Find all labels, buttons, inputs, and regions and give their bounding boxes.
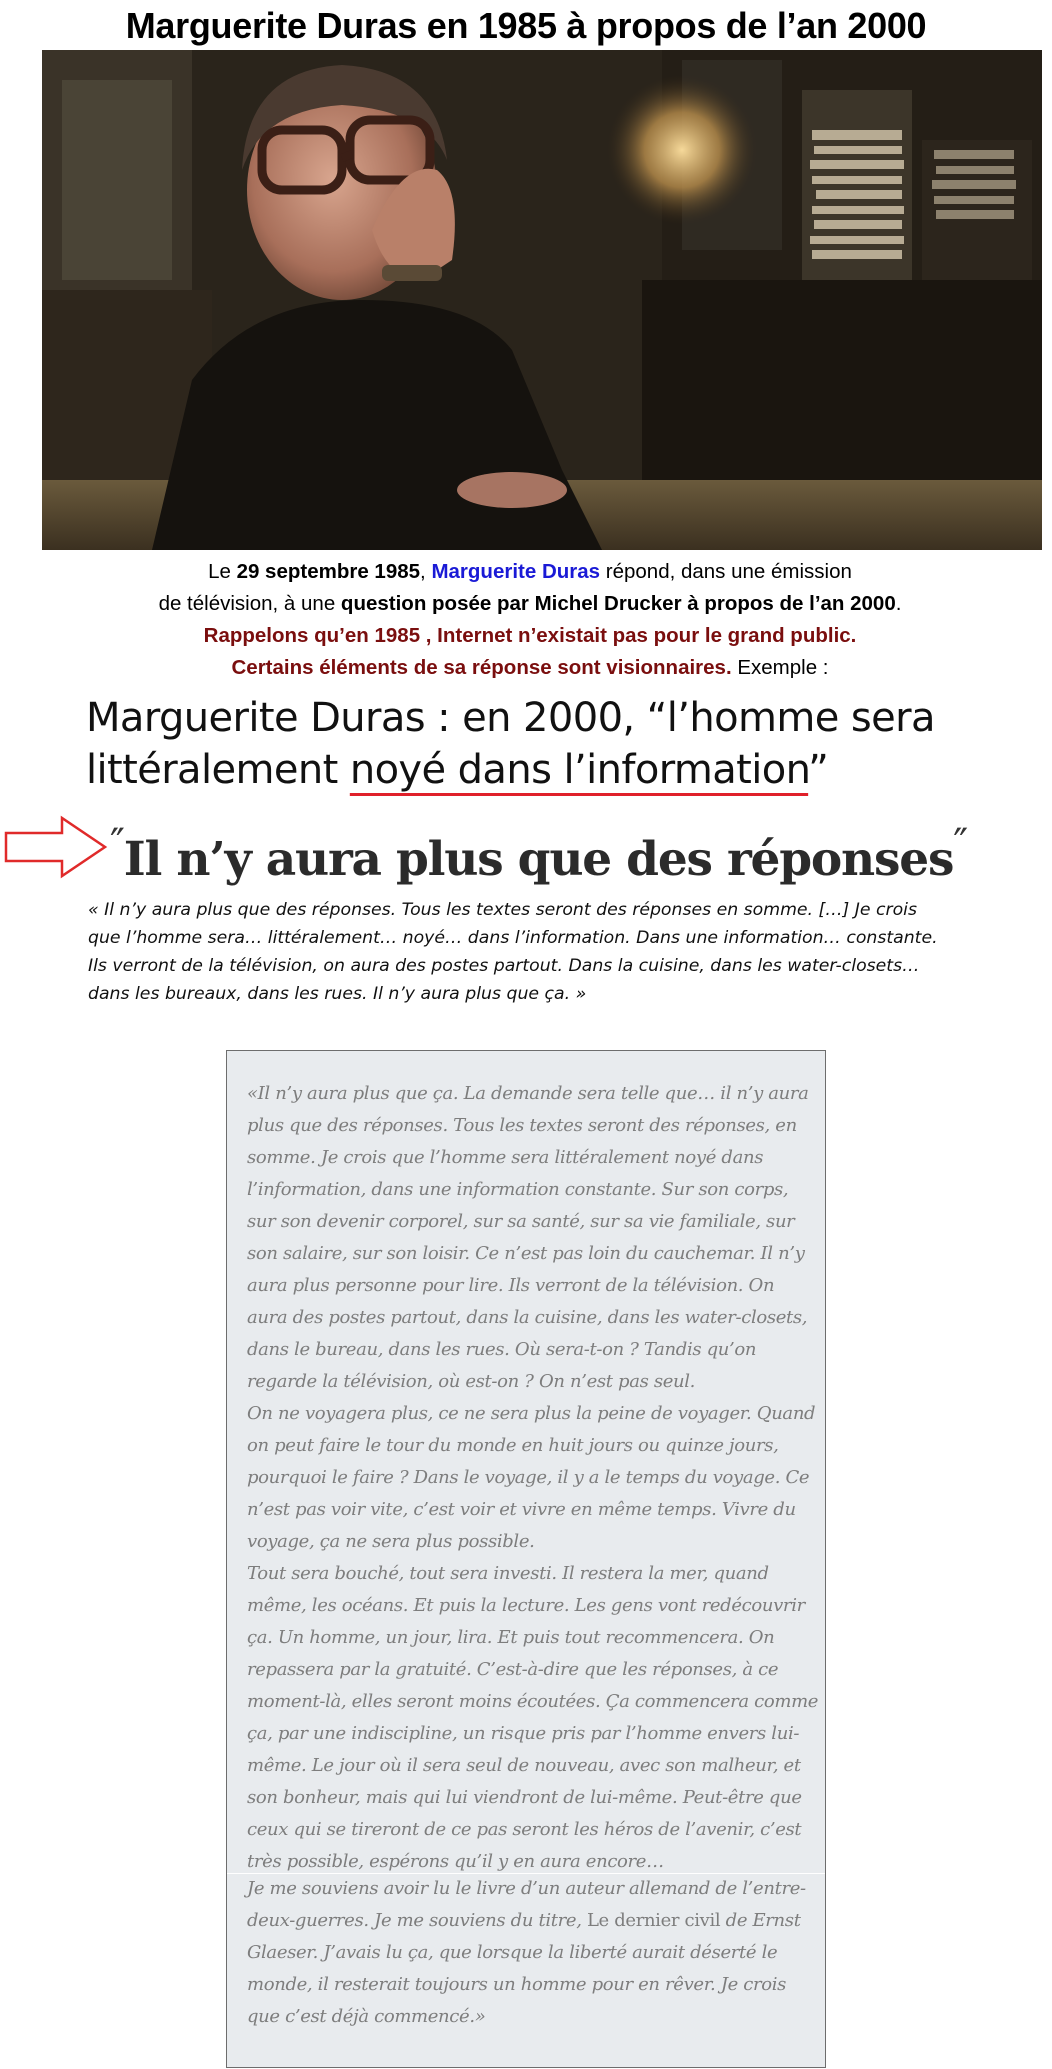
quote-line: sur son devenir corporel, sur sa santé, sur sa vie familiale, sur — [247, 1211, 795, 1232]
quote-line: plus que des réponses. Tous les textes seront des réponses, en — [247, 1115, 797, 1136]
quote-line: aura plus personne pour lire. Ils verront de la télévision. On — [247, 1275, 775, 1296]
quote-line: même. Le jour où il sera seul de nouveau, avec son malheur, et — [247, 1755, 801, 1776]
quote-line: l’information, dans une information constante. Sur son corps, — [247, 1179, 789, 1200]
short-quote-line: Ils verront de la télévision, on aura des postes partout. Dans la cuisine, dans les water-closets… — [88, 956, 920, 976]
intro-date: 29 septembre 1985 — [236, 560, 421, 583]
quote-line: Glaeser. J’avais lu ça, que lorsque la liberté aurait déserté le — [247, 1942, 778, 1963]
intro-question: question posée par Michel Drucker à propos de l’an 2000 — [340, 592, 896, 615]
page-title: Marguerite Duras en 1985 à propos de l’an 2000 — [125, 5, 927, 46]
intro-text: Exemple : — [731, 656, 829, 679]
headline-line-1: Marguerite Duras : en 2000, “l’homme sera — [86, 695, 935, 741]
intro-paragraph — [80, 556, 980, 684]
arrow-right-icon — [4, 815, 108, 879]
quote-line: aura des postes partout, dans la cuisine, dans les water-closets, — [247, 1307, 808, 1328]
quote-open-mark: ″ — [110, 821, 124, 867]
headline-text: ” — [808, 747, 829, 793]
intro-line-2 — [80, 588, 980, 620]
headline-line-2 — [86, 744, 1046, 796]
quote-line: pourquoi le faire ? Dans le voyage, il y a le temps du voyage. Ce — [247, 1467, 810, 1488]
quote-text: de Ernst — [720, 1910, 801, 1931]
quote-line: son salaire, sur son loisir. Ce n’est pas loin du cauchemar. Il n’y — [247, 1243, 805, 1264]
quote-line: son bonheur, mais qui lui viendront de lui-même. Peut-être que — [247, 1787, 802, 1808]
quote-line: regarde la télévision, où est-on ? On n’est pas seul. — [247, 1371, 696, 1392]
quote-line — [247, 1905, 807, 1937]
short-quote-line: dans les bureaux, dans les rues. Il n’y aura plus que ça. » — [88, 984, 587, 1004]
intro-text: . — [895, 592, 902, 615]
quote-line: on peut faire le tour du monde en huit jours ou quinze jours, — [247, 1435, 779, 1456]
quote-line: ça. Un homme, un jour, lira. Et puis tout recommencera. On — [247, 1627, 775, 1648]
short-quote-line: « Il n’y aura plus que des réponses. Tous les textes seront des réponses en somme. […] Je crois — [88, 900, 917, 920]
full-quote-box — [226, 1050, 826, 2068]
headline-text: littéralement — [86, 747, 350, 793]
headline-underlined: noyé dans l’information — [349, 747, 809, 793]
intro-text: Le — [208, 560, 237, 583]
quote-line: somme. Je crois que l’homme sera littéralement noyé dans — [247, 1147, 764, 1168]
short-quote-line: que l’homme sera… littéralement… noyé… dans l’information. Dans une information… constante. — [88, 928, 938, 948]
book-title: Le dernier civil — [586, 1910, 721, 1931]
video-still-image — [42, 50, 1042, 550]
quote-line: très possible, espérons qu’il y en aura encore… — [247, 1851, 664, 1872]
full-quote-text — [247, 1078, 819, 1878]
intro-visionary: Certains éléments de sa réponse sont visionnaires. — [231, 656, 732, 679]
quote-text: deux-guerres. Je me souviens du titre, — [247, 1910, 587, 1931]
intro-line-4 — [80, 652, 980, 684]
quote-close-mark: ″ — [953, 821, 967, 867]
quote-line: n’est pas voir vite, c’est voir et vivre en même temps. Vivre du — [247, 1499, 796, 1520]
intro-text: de télévision, à une — [158, 592, 341, 615]
quote-line: On ne voyagera plus, ce ne sera plus la peine de voyager. Quand — [247, 1403, 816, 1424]
short-quote — [88, 896, 988, 1008]
quote-line: repassera par la gratuité. C’est-à-dire que les réponses, à ce — [247, 1659, 779, 1680]
big-quote — [110, 810, 1010, 894]
quote-line: dans le bureau, dans les rues. Où sera-t-on ? Tandis qu’on — [247, 1339, 757, 1360]
quote-line: voyage, ça ne sera plus possible. — [247, 1531, 535, 1552]
intro-text: répond, dans une émission — [600, 560, 852, 583]
marguerite-duras-link[interactable]: Marguerite Duras — [431, 560, 601, 583]
quote-line: même, les océans. Et puis la lecture. Les gens vont redécouvrir — [247, 1595, 805, 1616]
quote-line: monde, il resterait toujours un homme pour en rêver. Je crois — [247, 1974, 787, 1995]
big-quote-text: Il n’y aura plus que des réponses — [123, 832, 954, 887]
quote-line: ça, par une indiscipline, un risque pris par l’homme envers lui- — [247, 1723, 800, 1744]
intro-line-3: Rappelons qu’en 1985 , Internet n’existait pas pour le grand public. — [203, 624, 857, 647]
full-quote-text-part-2 — [247, 1873, 807, 2033]
headline — [86, 692, 1046, 796]
intro-text: , — [420, 560, 432, 583]
quote-line: «Il n’y aura plus que ça. La demande sera telle que… il n’y aura — [247, 1083, 809, 1104]
quote-line: Je me souviens avoir lu le livre d’un auteur allemand de l’entre- — [247, 1878, 806, 1899]
quote-line: Tout sera bouché, tout sera investi. Il restera la mer, quand — [247, 1563, 769, 1584]
quote-line: que c’est déjà commencé.» — [247, 2006, 486, 2027]
quote-line: ceux qui se tireront de ce pas seront les héros de l’avenir, c’est — [247, 1819, 802, 1840]
intro-line-1 — [80, 556, 980, 588]
quote-line: moment-là, elles seront moins écoutées. Ça commencera comme — [247, 1691, 819, 1712]
